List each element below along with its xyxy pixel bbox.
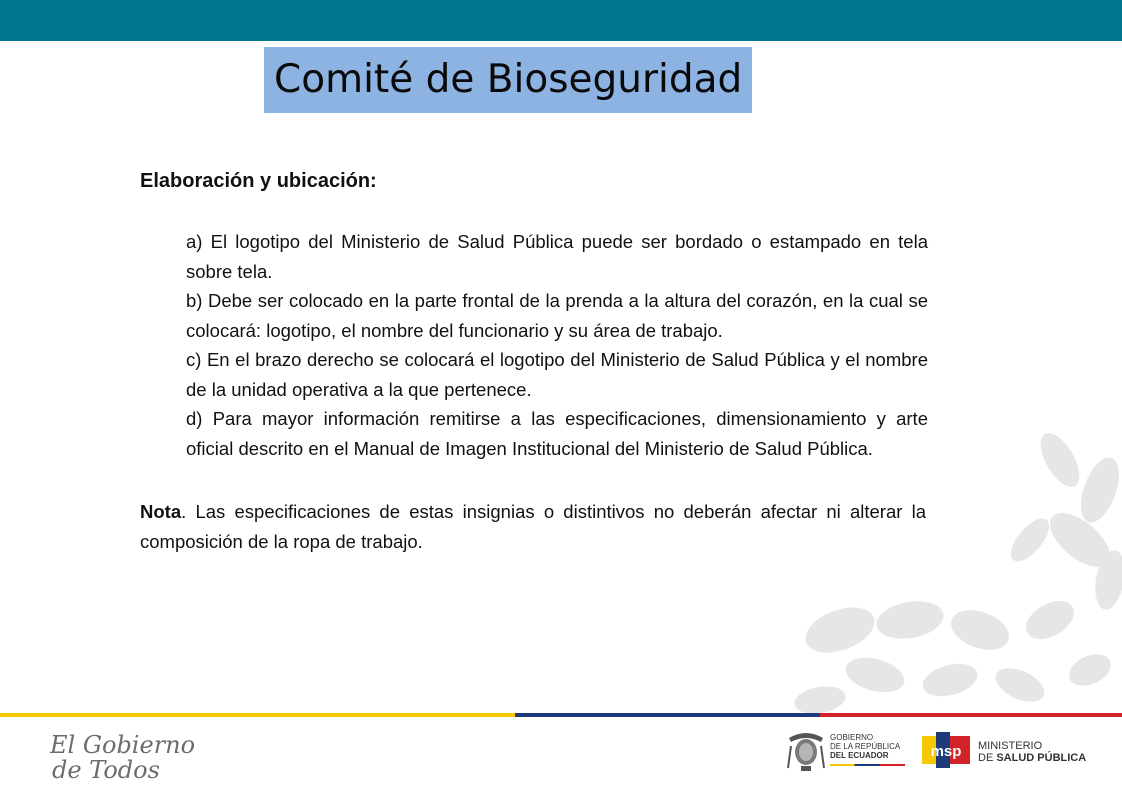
gobierno-logo	[50, 733, 195, 783]
ecuador-government-logo	[785, 728, 910, 774]
ecuador-line-3: DEL ECUADOR	[830, 751, 889, 760]
top-bar	[0, 0, 1122, 41]
list-item: a) El logotipo del Ministerio de Salud Pública puede ser bordado o estampado en tela sobre tela.	[186, 231, 928, 282]
flag-stripe-yellow	[0, 713, 515, 717]
flag-stripe-blue	[515, 713, 820, 717]
flag-stripe-red	[820, 713, 1122, 717]
msp-logo-text	[978, 740, 1086, 764]
note-label: Nota	[140, 501, 182, 522]
title-box	[264, 47, 752, 113]
list-item: d) Para mayor información remitirse a las especificaciones, dimensionamiento y arte oficial descrito en el Manual de Imagen Institucional del Ministerio de Salud Pública.	[186, 408, 928, 459]
list-item: c) En el brazo derecho se colocará el logotipo del Ministerio de Salud Pública y el nombre de la unidad operativa a la que pertenece.	[186, 349, 928, 400]
gobierno-line-2: de Todos	[52, 756, 160, 784]
page-title: Comité de Bioseguridad	[274, 57, 743, 102]
msp-line-1: MINISTERIO	[978, 740, 1043, 752]
svg-text:msp: msp	[930, 743, 962, 760]
msp-line-2	[978, 752, 1086, 764]
msp-logo	[922, 730, 1092, 770]
ecuador-flag-underline	[830, 764, 905, 766]
ecuador-logo-text	[830, 733, 900, 760]
msp-line-2-prefix: DE	[978, 752, 994, 764]
coat-of-arms-icon	[785, 728, 827, 774]
decorative-leaves	[780, 420, 1122, 720]
msp-mark-icon	[922, 732, 970, 768]
list-item: b) Debe ser colocado en la parte frontal de la prenda a la altura del corazón, en la cual se colocará: logotipo, el nombre del funcionario y su área de trabajo.	[186, 290, 928, 341]
msp-line-2-bold: SALUD PÚBLICA	[996, 752, 1087, 764]
note-text: . Las especificaciones de estas insignias o distintivos no deberán afectar ni alterar la composición de la ropa de trabajo.	[140, 501, 926, 552]
ecuador-line-2: DE LA REPÚBLICA	[830, 742, 901, 751]
ecuador-line-1: GOBIERNO	[830, 733, 874, 742]
section-heading: Elaboración y ubicación:	[140, 170, 377, 192]
gobierno-line-1: El Gobierno	[50, 731, 196, 759]
